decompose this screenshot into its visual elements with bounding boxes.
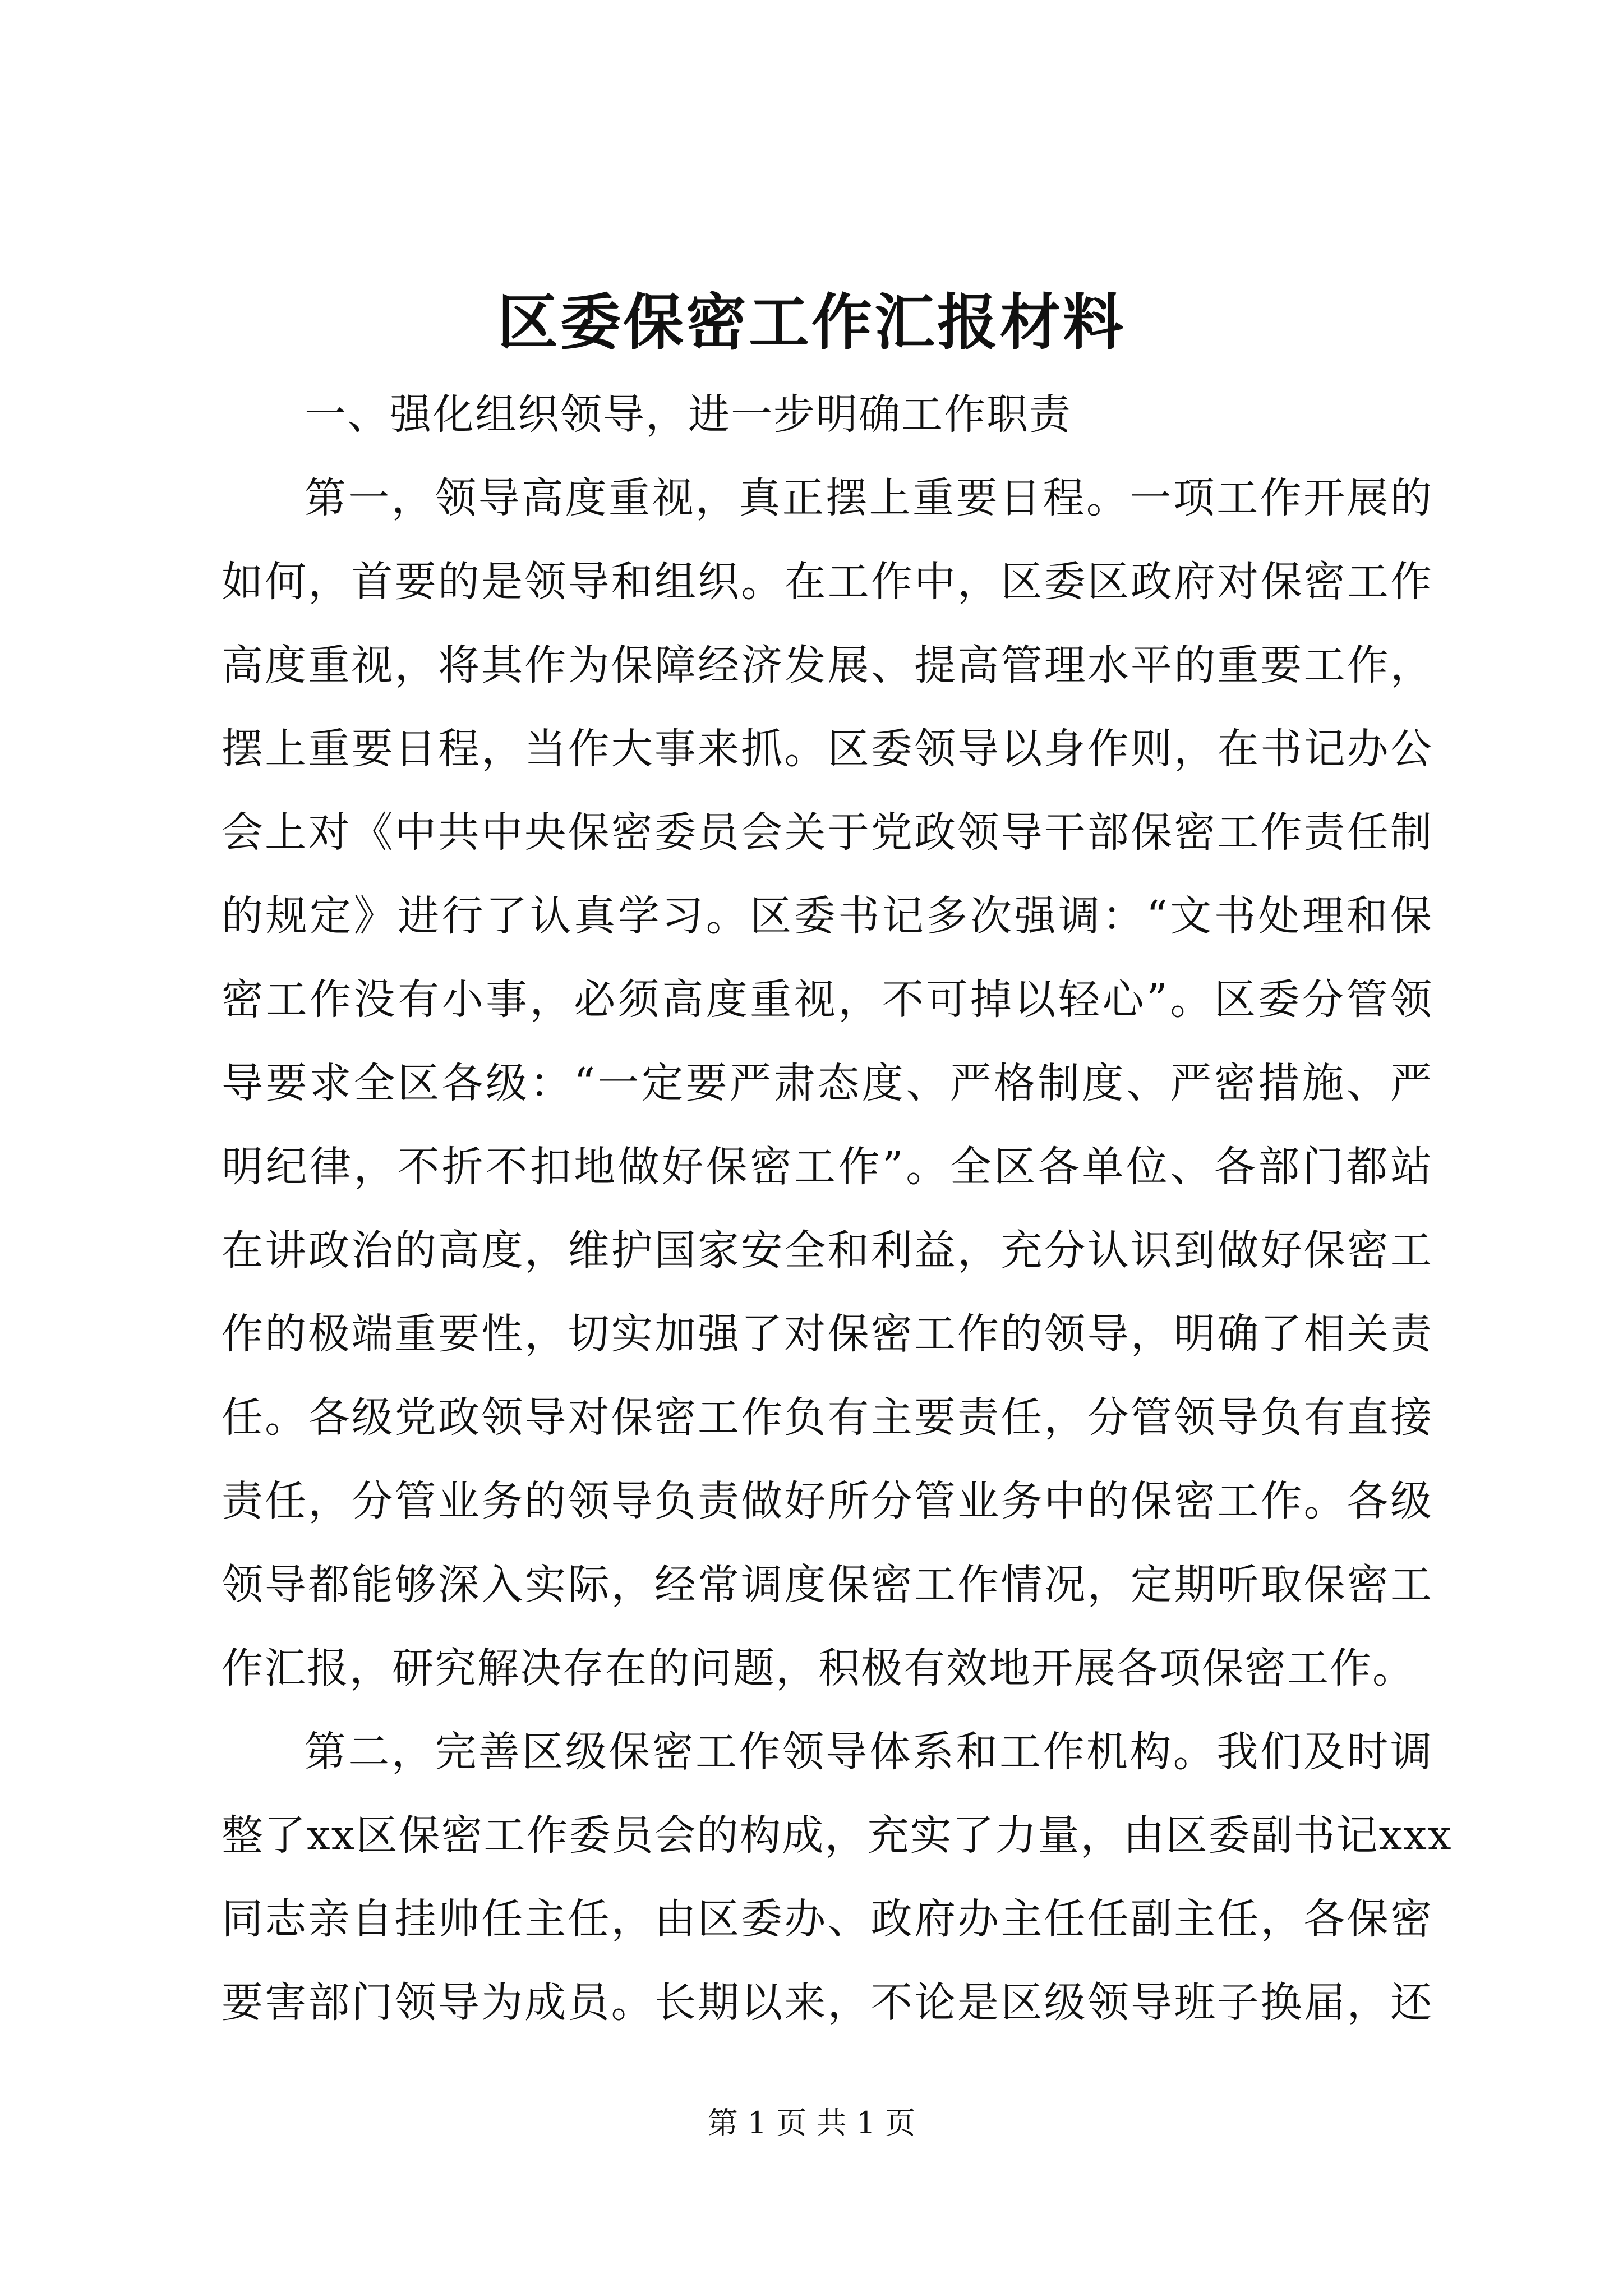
paragraph-line: 导要求全区各级：“一定要严肃态度、严格制度、严密措施、严	[222, 1059, 1433, 1107]
paragraph-line: 作的极端重要性，切实加强了对保密工作的领导，明确了相关责	[222, 1310, 1433, 1358]
paragraph-line: 要害部门领导为成员。长期以来，不论是区级领导班子换届，还	[222, 1978, 1433, 2027]
paragraph-line: 作汇报，研究解决存在的问题，积极有效地开展各项保密工作。	[222, 1644, 1415, 1692]
paragraph-line: 第一，领导高度重视，真正摆上重要日程。一项工作开展的	[305, 474, 1433, 522]
paragraph-line: 任。各级党政领导对保密工作负有主要责任，分管领导负有直接	[222, 1393, 1433, 1442]
paragraph-line: 整了xx区保密工作委员会的构成，充实了力量，由区委副书记xxx	[222, 1811, 1453, 1860]
paragraph-line: 摆上重要日程，当作大事来抓。区委领导以身作则，在书记办公	[222, 725, 1433, 773]
paragraph-line: 在讲政治的高度，维护国家安全和利益，充分认识到做好保密工	[222, 1226, 1433, 1274]
document-title: 区委保密工作汇报材料	[497, 287, 1126, 358]
paragraph-line: 责任，分管业务的领导负责做好所分管业务中的保密工作。各级	[222, 1477, 1433, 1525]
paragraph-line: 如何，首要的是领导和组织。在工作中，区委区政府对保密工作	[222, 558, 1433, 606]
page-number-footer: 第 1 页 共 1 页	[707, 2105, 916, 2141]
paragraph-line: 密工作没有小事，必须高度重视，不可掉以轻心”。区委分管领	[222, 976, 1433, 1024]
paragraph-line: 的规定》进行了认真学习。区委书记多次强调：“文书处理和保	[222, 892, 1433, 940]
paragraph-line: 同志亲自挂帅任主任，由区委办、政府办主任任副主任，各保密	[222, 1895, 1433, 1943]
paragraph-line: 领导都能够深入实际，经常调度保密工作情况，定期听取保密工	[222, 1561, 1433, 1609]
paragraph-line: 会上对《中共中央保密委员会关于党政领导干部保密工作责任制	[222, 808, 1433, 857]
paragraph-line: 高度重视，将其作为保障经济发展、提高管理水平的重要工作，	[222, 641, 1433, 689]
document-body	[222, 373, 1453, 2045]
section-heading: 一、强化组织领导，进一步明确工作职责	[305, 390, 1072, 439]
paragraph-line: 明纪律，不折不扣地做好保密工作”。全区各单位、各部门都站	[222, 1143, 1433, 1191]
paragraph-line: 第二，完善区级保密工作领导体系和工作机构。我们及时调	[305, 1728, 1433, 1776]
